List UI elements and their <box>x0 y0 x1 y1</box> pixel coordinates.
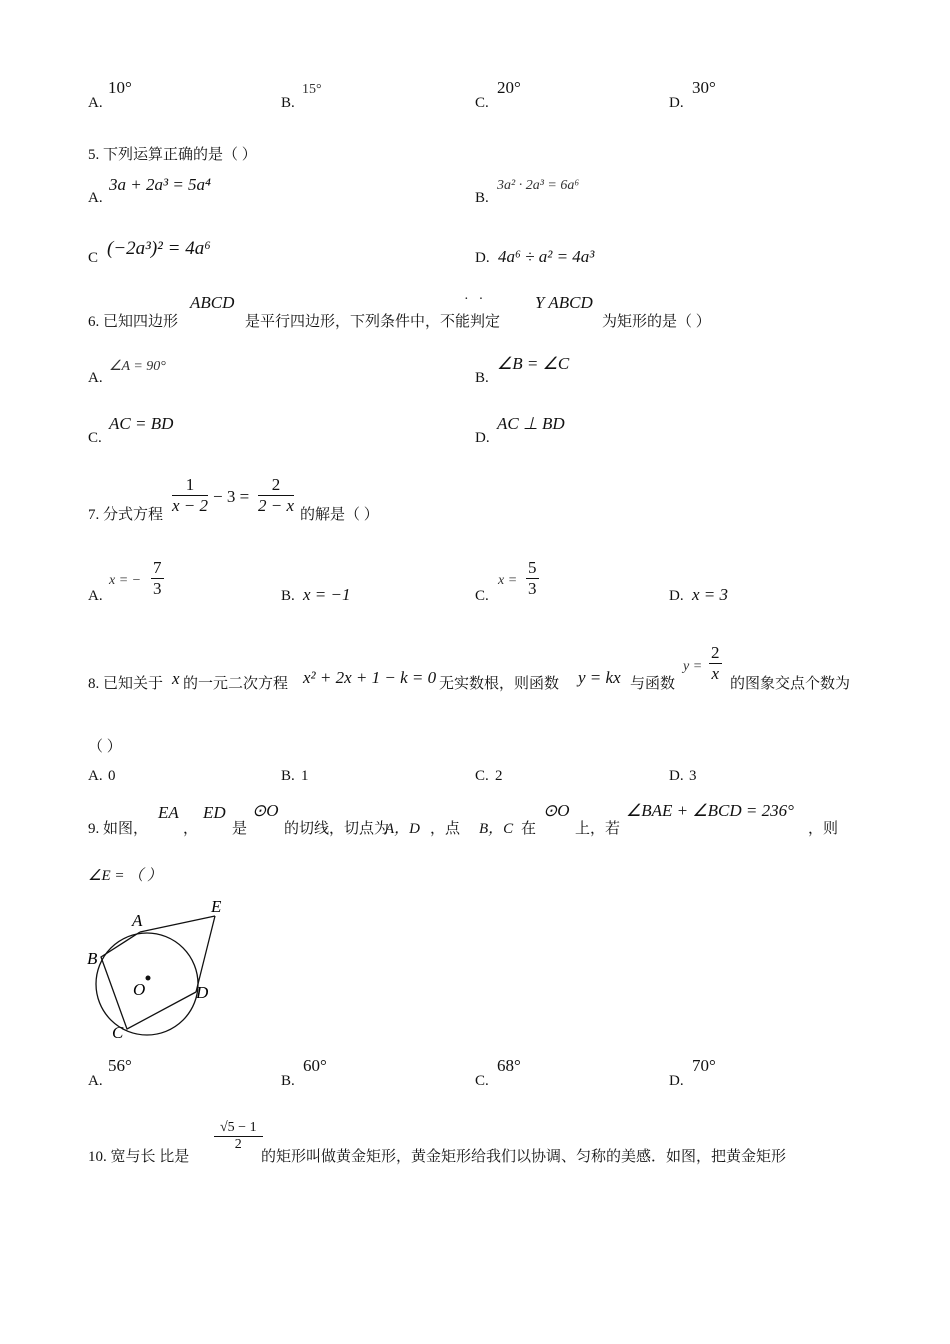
fraction-numerator: 7 <box>153 558 162 577</box>
fraction-numerator: 2 <box>258 475 294 496</box>
q9-stem-g: ，则 <box>808 821 839 837</box>
fraction-numerator: 2 <box>711 643 720 662</box>
option-value: 2 <box>495 768 503 784</box>
option-letter: A. <box>88 370 103 386</box>
option-value: x = −1 <box>303 585 351 604</box>
option-value: ∠B = ∠C <box>497 354 570 373</box>
option-prefix: x = − <box>109 573 142 588</box>
option-value: 3a + 2a³ = 5a⁴ <box>109 175 211 194</box>
option-letter: B. <box>475 370 489 386</box>
option-letter: C. <box>475 1073 489 1089</box>
q6-stem-a: 6. 已知四边形 <box>88 314 179 330</box>
option-letter: A. <box>88 588 103 604</box>
option-value: 10° <box>108 78 132 97</box>
fraction-numerator: 1 <box>172 475 208 496</box>
option-value: 60° <box>303 1056 327 1075</box>
label-a: A <box>132 911 143 930</box>
q6-parallelogram: Y ABCD <box>535 293 593 312</box>
fraction-denominator: 3 <box>528 578 537 598</box>
tangent-ed <box>196 916 215 992</box>
option-value: (−2a³)² = 4a⁶ <box>107 238 211 259</box>
q7-fraction-1 <box>172 475 208 515</box>
q9-ask: ∠E = （ ） <box>88 868 162 884</box>
q8-x: x <box>172 669 180 688</box>
option-value: 3a² · 2a³ = 6a⁶ <box>497 178 580 193</box>
option-value: x = 3 <box>692 585 729 604</box>
q10-stem-b: 的矩形叫做黄金矩形，黄金矩形给我们以协调、匀称的美感．如图，把黄金矩形 <box>261 1149 787 1165</box>
center-dot <box>146 976 151 981</box>
option-letter: D. <box>669 95 684 111</box>
q8-function-2-fraction <box>709 643 722 683</box>
q9-figure <box>80 892 240 1047</box>
q9-condition: ∠BAE + ∠BCD = 236° <box>626 801 794 820</box>
option-value: 20° <box>497 78 521 97</box>
option-letter: A. <box>88 190 103 206</box>
option-letter: B. <box>281 1073 295 1089</box>
option-letter: C <box>88 250 99 266</box>
option-value: AC ⊥ BD <box>497 414 565 433</box>
option-value: ∠A = 90° <box>109 359 166 374</box>
q9-stem-b: 是 <box>232 821 248 837</box>
q9-comma: ， <box>183 821 199 837</box>
q9-points-1: A，D <box>385 821 420 837</box>
q7-stem-a: 7. 分式方程 <box>88 507 164 523</box>
q9-stem-c: 的切线，切点为 <box>284 821 390 837</box>
option-letter: C. <box>475 768 489 784</box>
q8-answer-paren: （ ） <box>88 739 122 755</box>
option-value: 4a⁶ ÷ a² = 4a³ <box>498 247 595 266</box>
option-letter: D. <box>475 430 490 446</box>
label-o: O <box>133 980 146 999</box>
option-letter: B. <box>281 768 295 784</box>
option-fraction <box>526 558 539 598</box>
fraction-denominator: 2 − x <box>258 495 295 515</box>
q6-stem-c: 为矩形的是（ ） <box>602 314 711 330</box>
q8-function-2-prefix: y = <box>683 659 703 674</box>
q6-abcd: ABCD <box>190 293 235 312</box>
q9-stem-e: 在 <box>521 821 537 837</box>
option-letter: A. <box>88 768 103 784</box>
option-letter: D. <box>669 588 684 604</box>
q8-stem-b: 的一元二次方程 <box>183 676 289 692</box>
fraction-denominator: 3 <box>153 578 162 598</box>
q5-stem: 5. 下列运算正确的是（ ） <box>88 147 257 163</box>
tangent-ea <box>140 916 215 932</box>
q7-stem-b: 的解是（ ） <box>300 507 379 523</box>
fraction-denominator: x <box>711 663 720 683</box>
option-value: 68° <box>497 1056 521 1075</box>
q7-middle: − 3 = <box>213 487 250 506</box>
emphasis-dots: ·· <box>464 292 494 307</box>
q9-points-2: B，C <box>479 821 514 837</box>
label-d: D <box>196 983 209 1002</box>
q9-circle-o-2: ⊙O <box>543 801 570 820</box>
fraction-numerator: √5 − 1 <box>214 1120 263 1137</box>
label-e: E <box>211 897 222 916</box>
option-letter: B. <box>475 190 489 206</box>
option-letter: A. <box>88 1073 103 1089</box>
option-letter: C. <box>475 95 489 111</box>
option-letter: D. <box>669 768 684 784</box>
q8-stem-e: 的图象交点个数为 <box>730 676 851 692</box>
option-value: 56° <box>108 1056 132 1075</box>
q10-stem-a: 10. 宽与长 比是 <box>88 1149 190 1165</box>
q8-stem-a: 8. 已知关于 <box>88 676 164 692</box>
q7-fraction-2 <box>258 475 294 515</box>
option-value: 30° <box>692 78 716 97</box>
option-letter: D. <box>669 1073 684 1089</box>
option-value: AC = BD <box>109 414 174 433</box>
q6-stem-b: 是平行四边形，下列条件中，不能判定 <box>245 314 501 330</box>
option-letter: C. <box>475 588 489 604</box>
option-value: 70° <box>692 1056 716 1075</box>
q9-stem-d: ，点 <box>430 821 461 837</box>
q9-ed: ED <box>203 803 226 822</box>
option-value: 1 <box>301 768 309 784</box>
option-letter: B. <box>281 95 295 111</box>
option-value: 0 <box>108 768 116 784</box>
label-b: B <box>87 949 98 968</box>
q9-circle-o: ⊙O <box>252 801 279 820</box>
q8-stem-d: 与函数 <box>630 676 676 692</box>
q9-stem-f: 上，若 <box>575 821 621 837</box>
q8-function-1: y = kx <box>578 668 621 687</box>
fraction-denominator: 2 <box>234 1137 242 1153</box>
option-value: 15° <box>302 82 322 97</box>
fraction-denominator: x − 2 <box>172 495 209 515</box>
option-fraction <box>151 558 164 598</box>
q8-equation: x² + 2x + 1 − k = 0 <box>303 668 437 687</box>
fraction-numerator: 5 <box>528 558 537 577</box>
option-value: 3 <box>689 768 697 784</box>
option-letter: C. <box>88 430 102 446</box>
q9-stem-a: 9. 如图， <box>88 821 149 837</box>
q8-stem-c: 无实数根，则函数 <box>439 676 560 692</box>
q9-ea: EA <box>158 803 179 822</box>
q10-fraction <box>214 1120 263 1153</box>
label-c: C <box>112 1023 124 1042</box>
option-letter: A. <box>88 95 103 111</box>
option-letter: D. <box>475 250 490 266</box>
option-prefix: x = <box>498 573 518 588</box>
option-letter: B. <box>281 588 295 604</box>
